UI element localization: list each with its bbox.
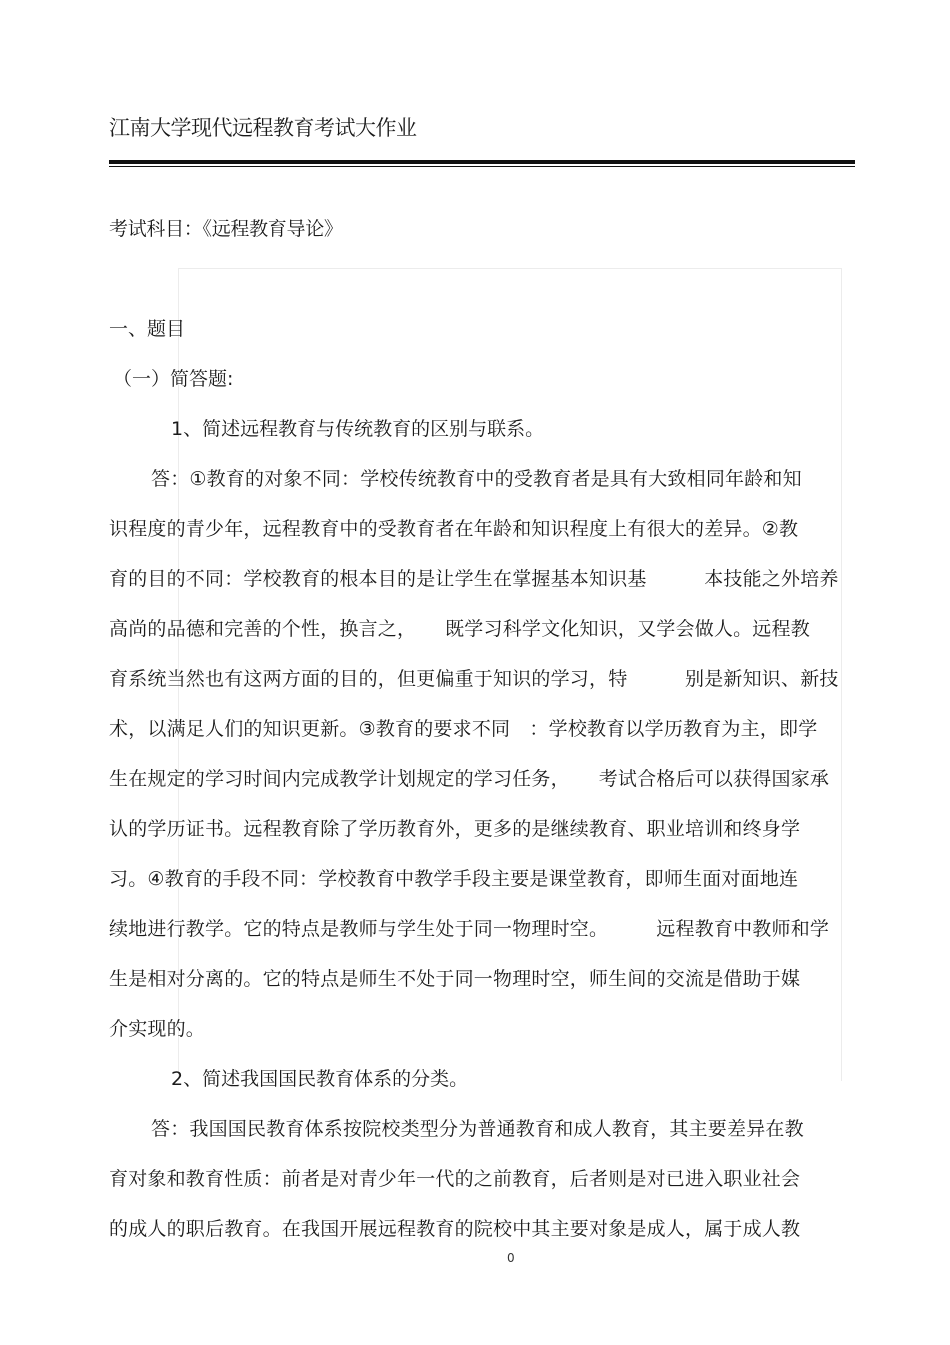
question-1-title: 1、简述远程教育与传统教育的区别与联系。 [171,418,545,440]
answer-2-line: 答：我国国民教育体系按院校类型分为普通教育和成人教育，其主要差异在教 [151,1118,804,1140]
exam-subject: 考试科目：《远程教育导论》 [109,218,343,240]
page-number: 0 [507,1251,515,1265]
answer-1-line: 生在规定的学习时间内完成教学计划规定的学习任务， 考试合格后可以获得国家承 [109,768,830,790]
answer-1-line: 续地进行教学。它的特点是教师与学生处于同一物理时空。 远程教育中教师和学 [109,918,830,940]
answer-1-line: 识程度的青少年，远程教育中的受教育者在年龄和知识程度上有很大的差异。②教 [109,518,799,540]
answer-2-line: 的成人的职后教育。在我国开展远程教育的院校中其主要对象是成人，属于成人教 [109,1218,801,1240]
header-rule-thick [109,160,855,164]
answer-1-line: 育的目的不同：学校教育的根本目的是让学生在掌握基本知识基 本技能之外培养 [109,568,839,590]
document-header-title: 江南大学现代远程教育考试大作业 [109,116,417,140]
question-2-title: 2、简述我国国民教育体系的分类。 [171,1068,469,1090]
answer-1-line: 认的学历证书。远程教育除了学历教育外，更多的是继续教育、职业培训和终身学 [109,818,801,840]
answer-1-line: 答：①教育的对象不同：学校传统教育中的受教育者是具有大致相同年龄和知 [151,468,802,490]
answer-1-line: 介实现的。 [109,1018,206,1040]
answer-2-line: 育对象和教育性质：前者是对青少年一代的之前教育，后者则是对已进入职业社会 [109,1168,801,1190]
answer-1-line: 育系统当然也有这两方面的目的，但更偏重于知识的学习，特 别是新知识、新技 [109,668,839,690]
subsection-title: （一）简答题: [113,368,234,390]
header-rule-thin [109,166,855,167]
section-title: 一、题目 [109,318,186,340]
answer-1-line: 习。④教育的手段不同：学校教育中教学手段主要是课堂教育，即师生面对面地连 [109,868,799,890]
answer-1-line: 术，以满足人们的知识更新。③教育的要求不同 ：学校教育以学历教育为主，即学 [109,718,818,740]
answer-1-line: 高尚的品德和完善的个性，换言之， 既学习科学文化知识，又学会做人。远程教 [109,618,810,640]
answer-1-line: 生是相对分离的。它的特点是师生不处于同一物理时空，师生间的交流是借助于媒 [109,968,801,990]
